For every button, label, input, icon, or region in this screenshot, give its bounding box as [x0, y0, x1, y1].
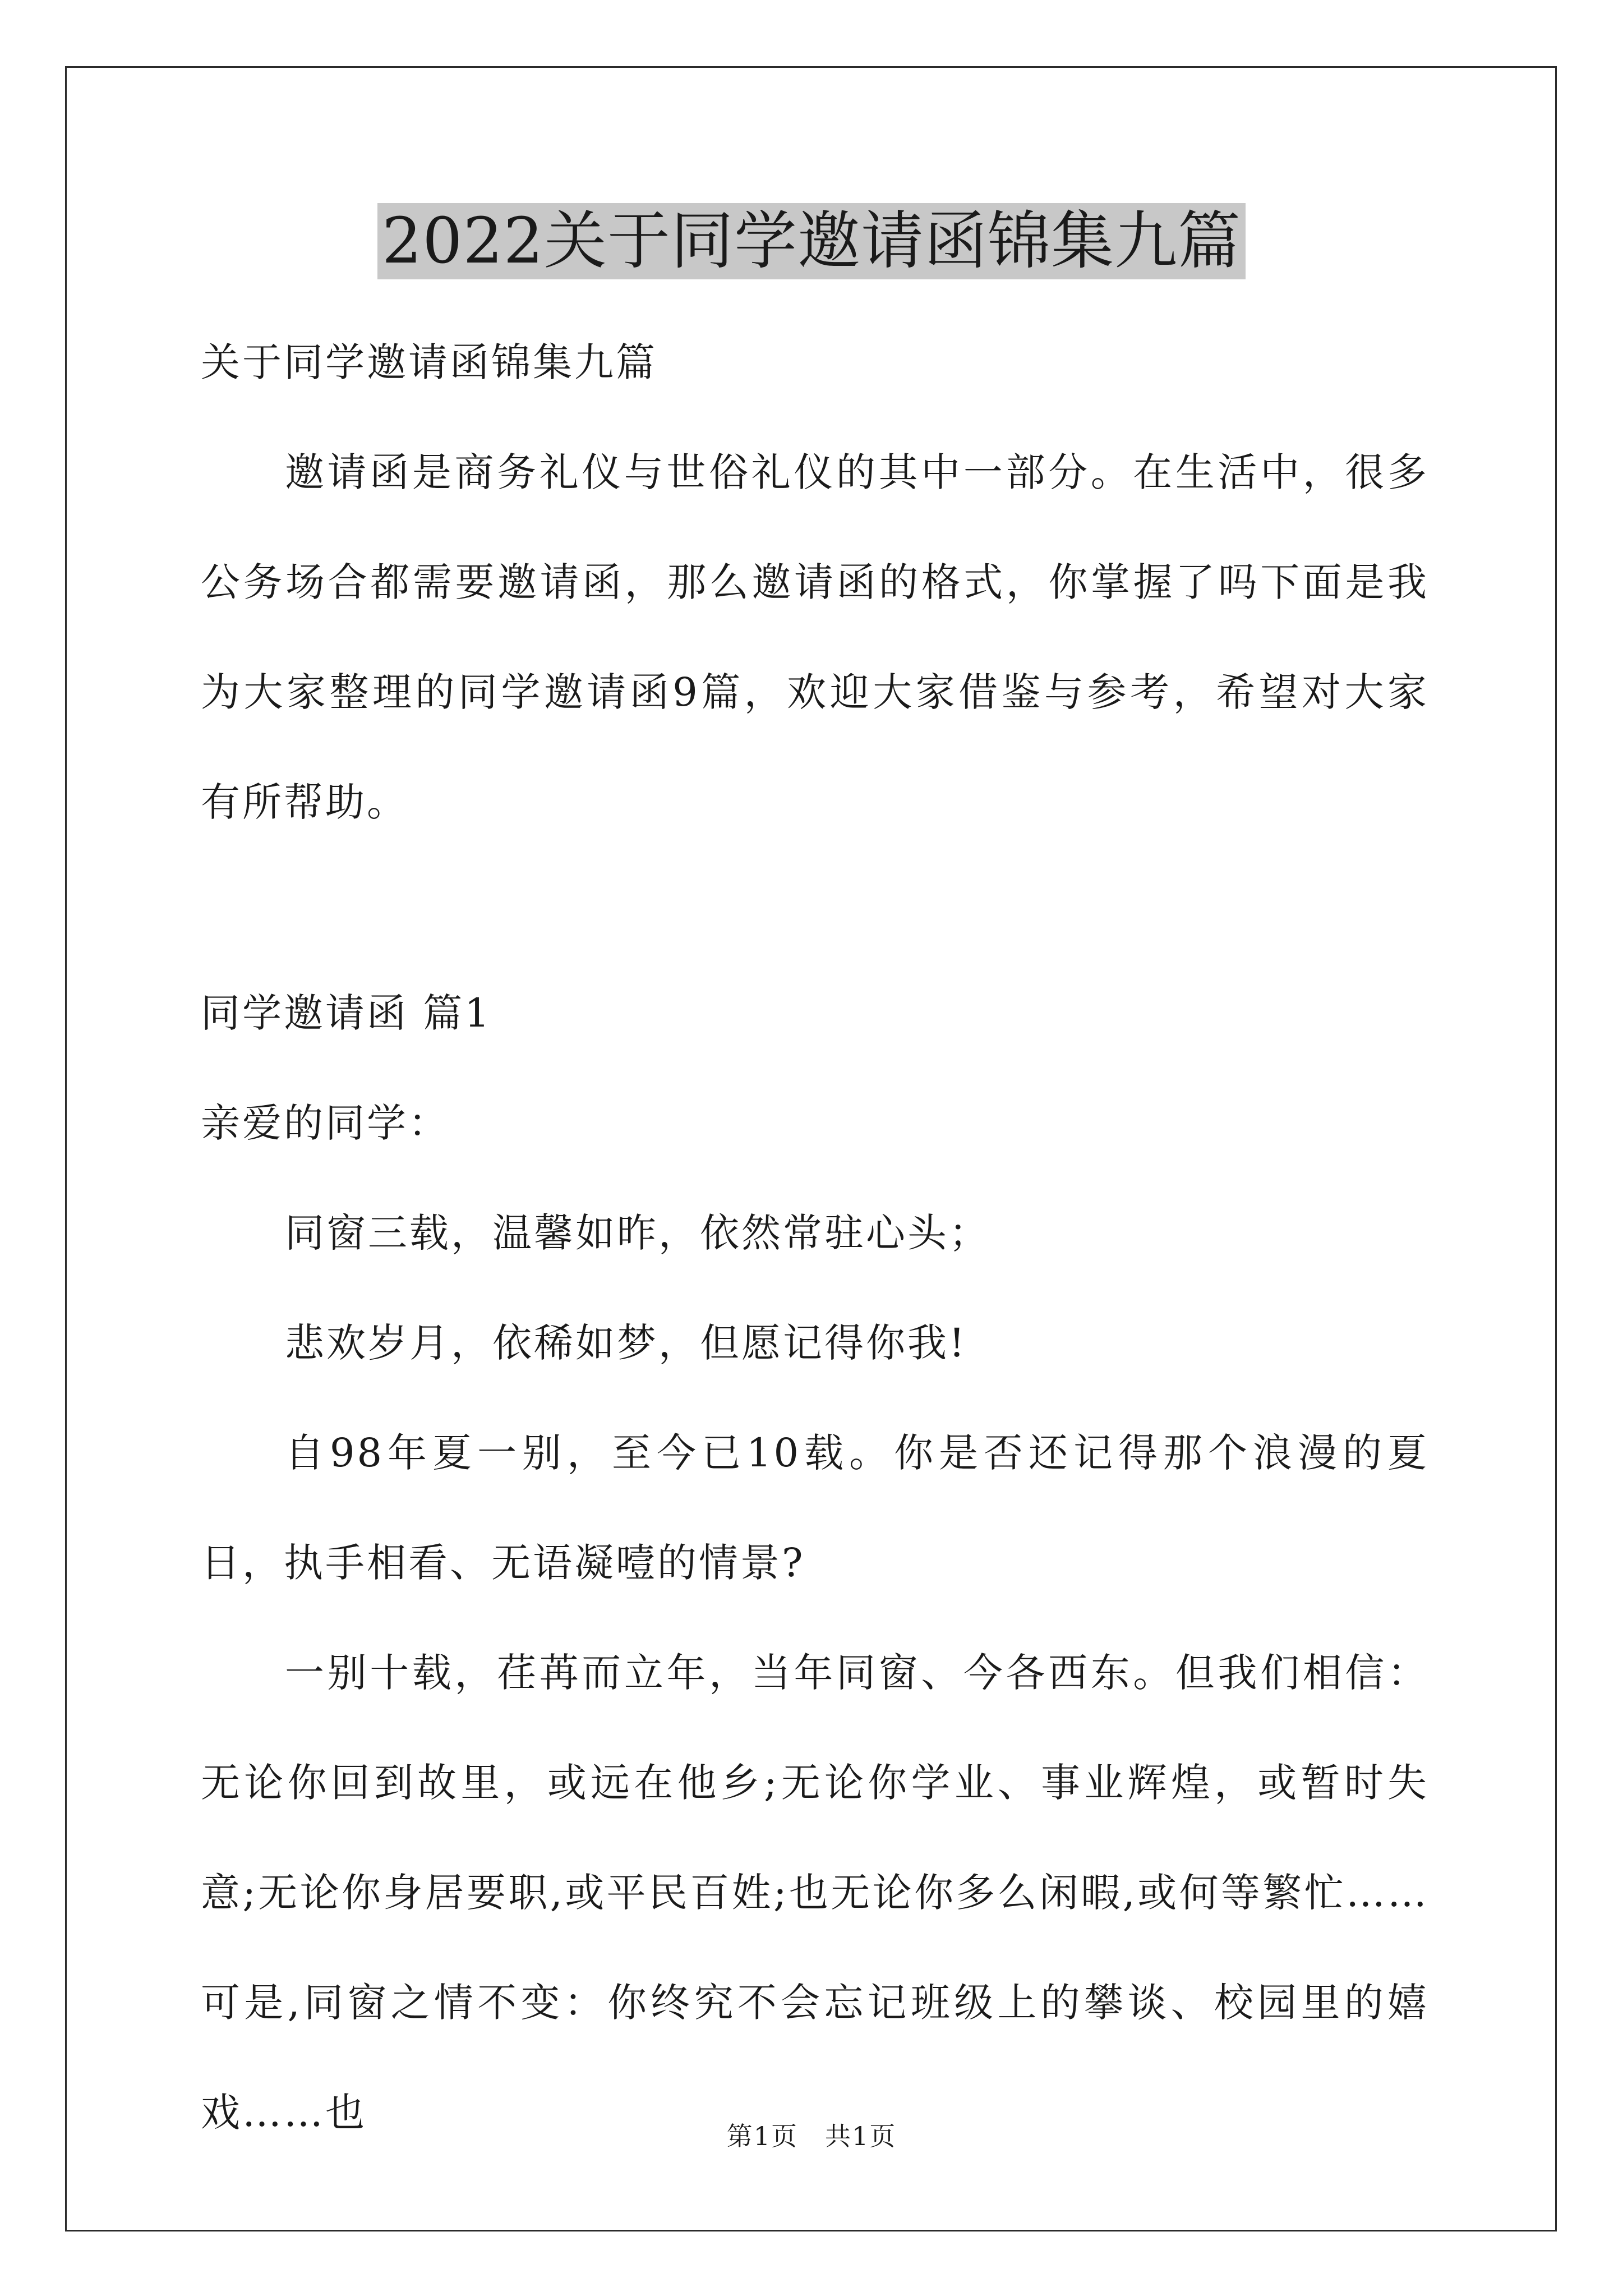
- body-paragraph-4: 一别十载，荏苒而立年，当年同窗、今各西东。但我们相信：无论你回到故里，或远在他乡;无论你学业、事业辉煌，或暂时失意;无论你身居要职,或平民百姓;也无论你多么闲暇,或何等繁忙……可是,同窗之情不变：你终究不会忘记班级上的攀谈、校园里的嬉戏……也: [201, 1650, 1429, 2136]
- document-title: 2022关于同学邀请函锦集九篇: [377, 203, 1246, 279]
- intro-paragraph: 邀请函是商务礼仪与世俗礼仪的其中一部分。在生活中，很多公务场合都需要邀请函，那么邀请函的格式，你掌握了吗下面是我为大家整理的同学邀请函9篇，欢迎大家借鉴与参考，希望对大家有所帮助。: [201, 449, 1429, 825]
- page-footer: 第1页 共1页: [726, 2121, 897, 2151]
- document-subtitle: 关于同学邀请函锦集九篇: [201, 339, 657, 385]
- section-heading: 同学邀请函 篇1: [201, 990, 492, 1036]
- title-container: [0, 203, 1623, 279]
- document-body: [201, 307, 1429, 2168]
- body-paragraph-3: 自98年夏一别，至今已10载。你是否还记得那个浪漫的夏日，执手相看、无语凝噎的情景?: [201, 1430, 1429, 1586]
- body-paragraph-1: 同窗三载，温馨如昨，依然常驻心头；: [285, 1210, 990, 1256]
- body-paragraph-2: 悲欢岁月，依稀如梦，但愿记得你我!: [285, 1320, 967, 1366]
- salutation: 亲爱的同学：: [201, 1100, 450, 1146]
